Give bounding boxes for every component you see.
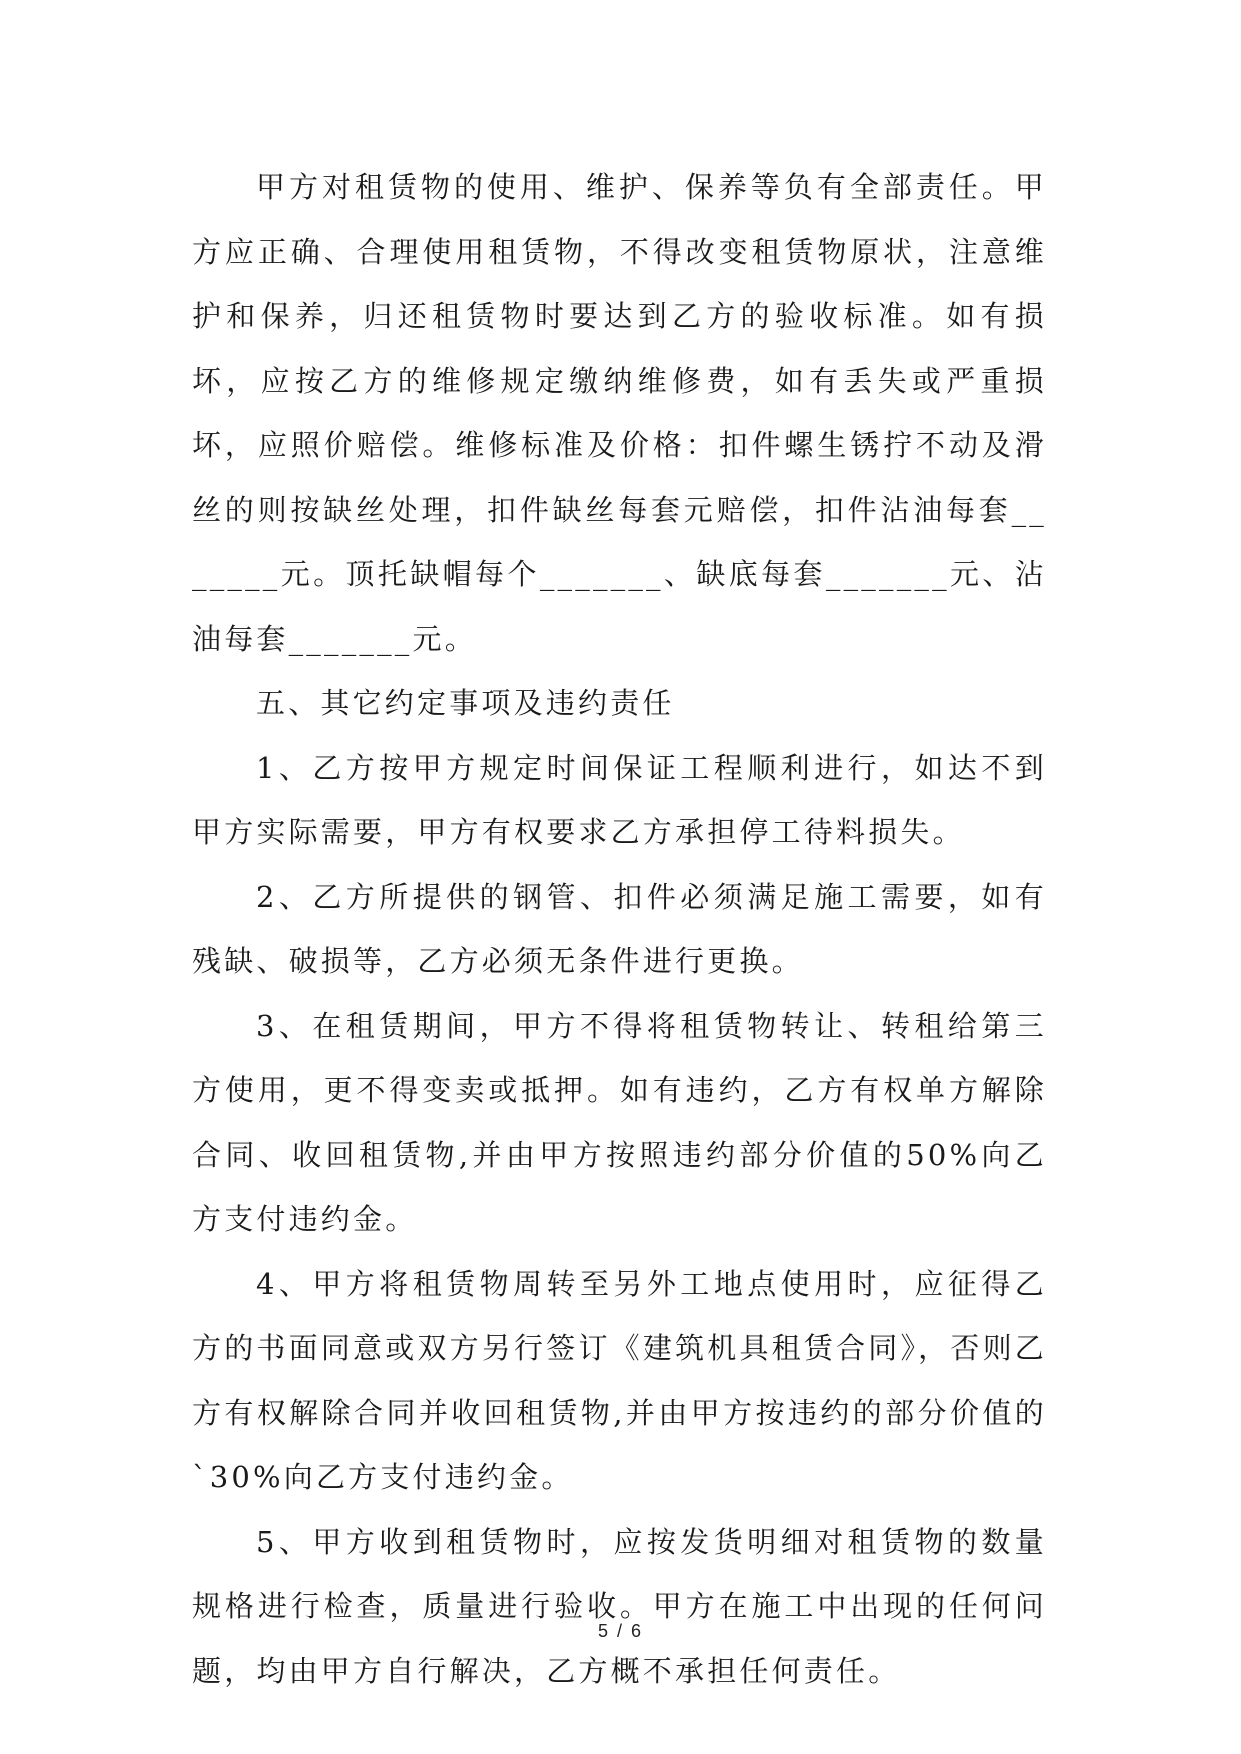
- paragraph-lessee-maintenance: 甲方对租赁物的使用、维护、保养等负有全部责任。甲方应正确、合理使用租赁物，不得改变租赁物原状，注意维护和保养，归还租赁物时要达到乙方的验收标准。如有损坏，应按乙方的维修规定缴纳维修费，如有丢失或严重损坏，应照价赔偿。维修标准及价格：扣件螺生锈拧不动及滑丝的则按缺丝处理，扣件缺丝每套元赔偿，扣件沾油每套_______元。顶托缺帽每个_______、缺底每套_______元、沾油每套_______元。: [192, 170, 1047, 656]
- page-number: 5 / 6: [597, 1621, 644, 1641]
- clause-2: 2、乙方所提供的钢管、扣件必须满足施工需要，如有残缺、破损等，乙方必须无条件进行更换。: [192, 879, 1047, 978]
- clause-5: 5、甲方收到租赁物时，应按发货明细对租赁物的数量规格进行检查，质量进行验收。甲方在施工中出现的任何问题，均由甲方自行解决，乙方概不承担任何责任。: [192, 1524, 1047, 1688]
- document-body: [192, 155, 1047, 1703]
- clause-4: 4、甲方将租赁物周转至另外工地点使用时，应征得乙方的书面同意或双方另行签订《建筑机具租赁合同》，否则乙方有权解除合同并收回租赁物,并由甲方按违约的部分价值的`30%向乙方支付违约金。: [192, 1266, 1047, 1494]
- clause-1: 1、乙方按甲方规定时间保证工程顺利进行，如达不到甲方实际需要，甲方有权要求乙方承担停工待料损失。: [192, 750, 1047, 849]
- clause-3: 3、在租赁期间，甲方不得将租赁物转让、转租给第三方使用，更不得变卖或抵押。如有违约，乙方有权单方解除合同、收回租赁物,并由甲方按照违约部分价值的50%向乙方支付违约金。: [192, 1008, 1047, 1236]
- section-heading-other-terms: 五、其它约定事项及违约责任: [256, 686, 675, 720]
